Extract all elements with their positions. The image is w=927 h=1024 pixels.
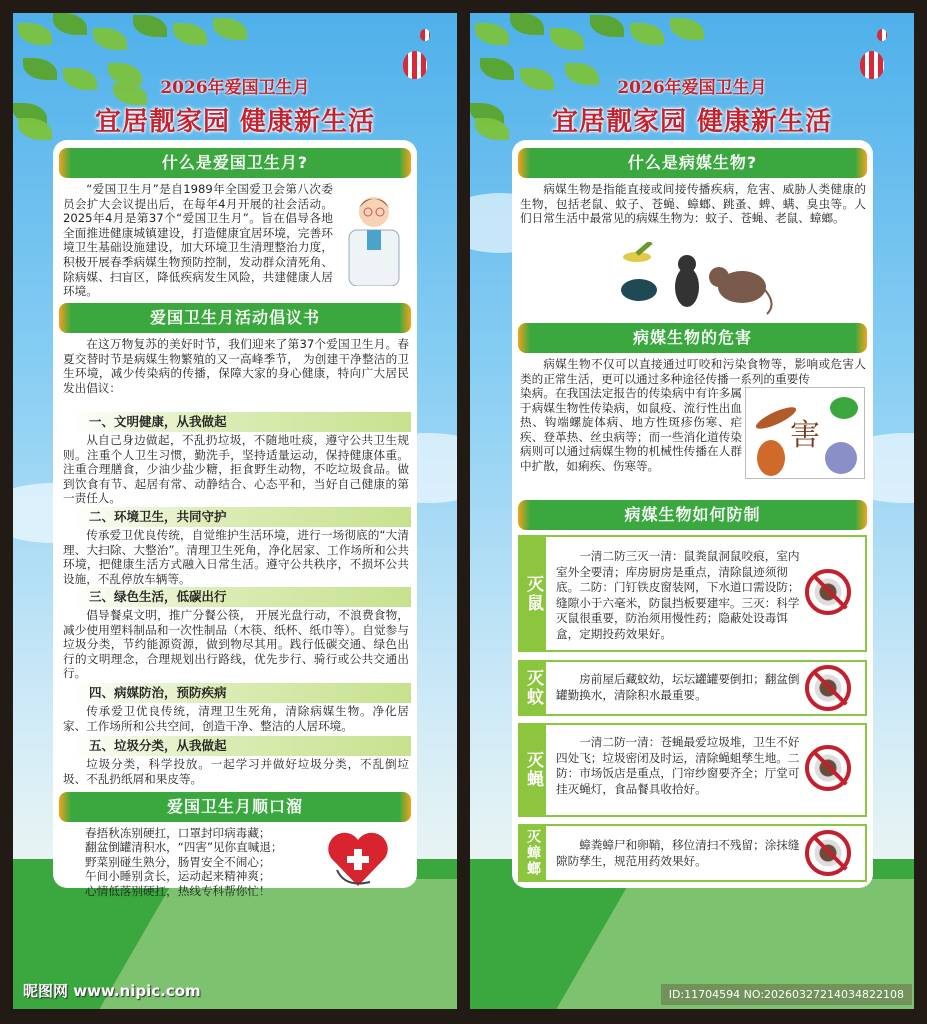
section-title-vectors: 什么是病媒生物? — [518, 148, 867, 178]
right-poster — [470, 13, 914, 1009]
control-text: 一清二防一清：苍蝇最爱垃圾堆，卫生不好四处飞；垃圾密闭及时运，清除蝇蛆孳生地。二防：市场饭店是重点，门帘纱窗要齐全；厅堂可挂灭蝇灯，食品餐具收拾好。 — [556, 735, 800, 796]
control-label: 灭鼠 — [520, 537, 546, 650]
no-cockroach-icon — [805, 830, 851, 876]
control-label: 灭蟑螂 — [520, 826, 546, 880]
item-text: 传承爱卫优良传统，自觉维护生活环境，进行一场彻底的“大清理、大扫除、大整治”。清理卫生死角，净化居家、工作场所和公共环境，把健康生活方式融入日常生活。遵守公共秩序，不损坏公共设施，不乱停放车辆等。 — [63, 528, 409, 586]
heart-medical-icon — [325, 830, 391, 888]
year-title: 2026年爱国卫生月 — [617, 78, 767, 98]
item-text: 垃圾分类，科学投放。一起学习并做好垃圾分类，不乱倒垃圾、不乱扔纸屑和果皮等。 — [63, 757, 409, 786]
control-label: 灭蝇 — [520, 725, 546, 815]
pests-illustration — [607, 242, 777, 317]
slogan: 宜居靓家园 健康新生活 — [551, 107, 833, 137]
no-fly-icon — [805, 745, 851, 791]
section-title-harm: 病媒生物的危害 — [518, 323, 867, 353]
section-title-what-is: 什么是爱国卫生月? — [59, 148, 411, 178]
harm-character: 害 — [790, 418, 820, 453]
item-text: 从自己身边做起，不乱扔垃圾，不随地吐痰，遵守公共卫生规则。注重个人卫生习惯，勤洗手，坚持适量运动，保持健康体重。注重合理膳食，少油少盐少糖，拒食野生动物，不吃垃圾食品。做到饮食有节、起居有常、动静结合、心态平和，当好自己健康的第一责任人。 — [63, 433, 409, 506]
control-text: 房前屋后藏蚊幼，坛坛罐罐要倒扣；翻盆倒罐勤换水，清除积水最重要。 — [556, 672, 800, 702]
harm-text: 病媒生物不仅可以直接通过叮咬和污染食物等，影响或危害人类的正常生活，更可以通过多种途径传播一系列的重要传 — [520, 357, 866, 386]
no-rat-icon — [805, 569, 851, 615]
item-text: 传承爱卫优良传统，清理卫生死角，清除病媒生物。净化居家、工作场所和公共空间，创造干净、整洁的人居环境。 — [63, 704, 409, 733]
hot-air-balloon-icon — [877, 29, 887, 41]
content-card — [53, 140, 417, 898]
item-title: 三、绿色生活，低碳出行 — [73, 587, 411, 607]
rhyme-line: 心情低落别硬扛，热线专科帮你忙！ — [85, 883, 271, 898]
section-title-control: 病媒生物如何防制 — [518, 500, 867, 530]
rhymes-list — [85, 826, 283, 898]
slogan: 宜居靓家园 健康新生活 — [94, 107, 376, 137]
year-title: 2026年爱国卫生月 — [160, 78, 310, 98]
image-id-label: ID:11704594 NO:20260327214034822108 — [661, 984, 912, 1005]
item-title: 四、病媒防治，预防疾病 — [73, 683, 411, 703]
control-box-flies — [518, 723, 867, 817]
watermark: 昵图网 www.nipic.com — [23, 982, 201, 1000]
control-text: 一清二防三灭一清：鼠粪鼠洞鼠咬痕，室内室外全要清；库房厨房是重点，清除鼠迹须彻底。二防：门钉铁皮窗装网，下水道口需设防；缝隙小于六毫米，防鼠挡板要建牢。三灭：科学灭鼠很重要，防治须用慢性药；隐蔽处设毒饵盒，定期投药效果好。 — [556, 549, 800, 641]
control-box-mosquitoes — [518, 660, 867, 716]
harm-text-continued: 染病。在我国法定报告的传染病中有许多属于病媒生物性传染病，如鼠疫、流行性出血热、钩端螺旋体病、地方性斑疹伤寒、疟疾、登革热、丝虫病等；而一些消化道传染病则可以通过病媒生物的机械性传播在人群中扩散，如痢疾、伤寒等。 — [520, 386, 742, 473]
rhyme-line: 午间小睡别贪长，运动起来精神爽； — [85, 869, 271, 884]
intro-paragraph: “爱国卫生月”是自1989年全国爱卫会第八次委员会扩大会议提出后，在每年4月开展的社会活动。2025年4月是第37个“爱国卫生月”。旨在倡导各地全面推进健康城镇建设，打造健康宜居环境，完善环境卫生基础设施建设，加大环境卫生清理整治力度，积极开展春季病媒生物预防控制，发动群众清死角、除病媒、扫盲区，降低疾病发生风险，共建健康人居环境。 — [63, 182, 333, 299]
control-text: 蟑粪蟑尸和卵鞘，移位清扫不残留；涂抹缝隙防孳生，规范用药效果好。 — [556, 838, 800, 868]
rhyme-line: 翻盆倒罐清积水，“四害”见你直喊退； — [85, 840, 283, 855]
item-title: 二、环境卫生，共同守护 — [73, 507, 411, 527]
content-card — [512, 140, 873, 888]
hot-air-balloon-icon — [420, 29, 430, 41]
harm-illustration — [745, 387, 865, 479]
control-label: 灭蚊 — [520, 662, 546, 714]
item-title: 一、文明健康，从我做起 — [73, 412, 411, 432]
section-title-rhymes: 爱国卫生月顺口溜 — [59, 792, 411, 822]
item-text: 倡导餐桌文明，推广分餐公筷， 开展光盘行动，不浪费食物，减少使用塑料制品和一次性制品（木筷、纸杯、纸巾等）。自觉参与垃圾分类，节约能源资源，做到物尽其用。践行低碳交通、绿色出行的文明理念，合理规划出行路线，优先步行、骑行或公共交通出行。 — [63, 608, 409, 681]
control-box-cockroaches — [518, 824, 867, 882]
vectors-text: 病媒生物是指能直接或间接传播疾病，危害、威胁人类健康的生物，包括老鼠、蚊子、苍蝇、蟑螂、跳蚤、蜱、螨、臭虫等。人们日常生活中最常见的病媒生物为：蚊子、苍蝇、老鼠、蟑螂。 — [520, 182, 866, 226]
section-title-proposal: 爱国卫生月活动倡议书 — [59, 303, 411, 333]
proposal-intro: 在这万物复苏的美好时节，我们迎来了第37个爱国卫生月。春夏交替时节是病媒生物繁殖的又一高峰季节， 为创建干净整洁的卫生环境，减少传染病的传播，保障大家的身心健康，特向广大居民发出倡议： — [63, 337, 409, 395]
item-title: 五、垃圾分类，从我做起 — [73, 736, 411, 756]
no-mosquito-icon — [805, 665, 851, 711]
doctor-illustration — [339, 190, 409, 286]
rhyme-line: 春捂秋冻别硬扛，口罩封印病毒藏； — [85, 826, 271, 840]
intro-text — [63, 182, 409, 302]
rhyme-line: 野菜别碰生熟分，肠胃安全不闹心； — [85, 854, 271, 869]
control-box-rats — [518, 535, 867, 652]
left-poster — [13, 13, 457, 1009]
